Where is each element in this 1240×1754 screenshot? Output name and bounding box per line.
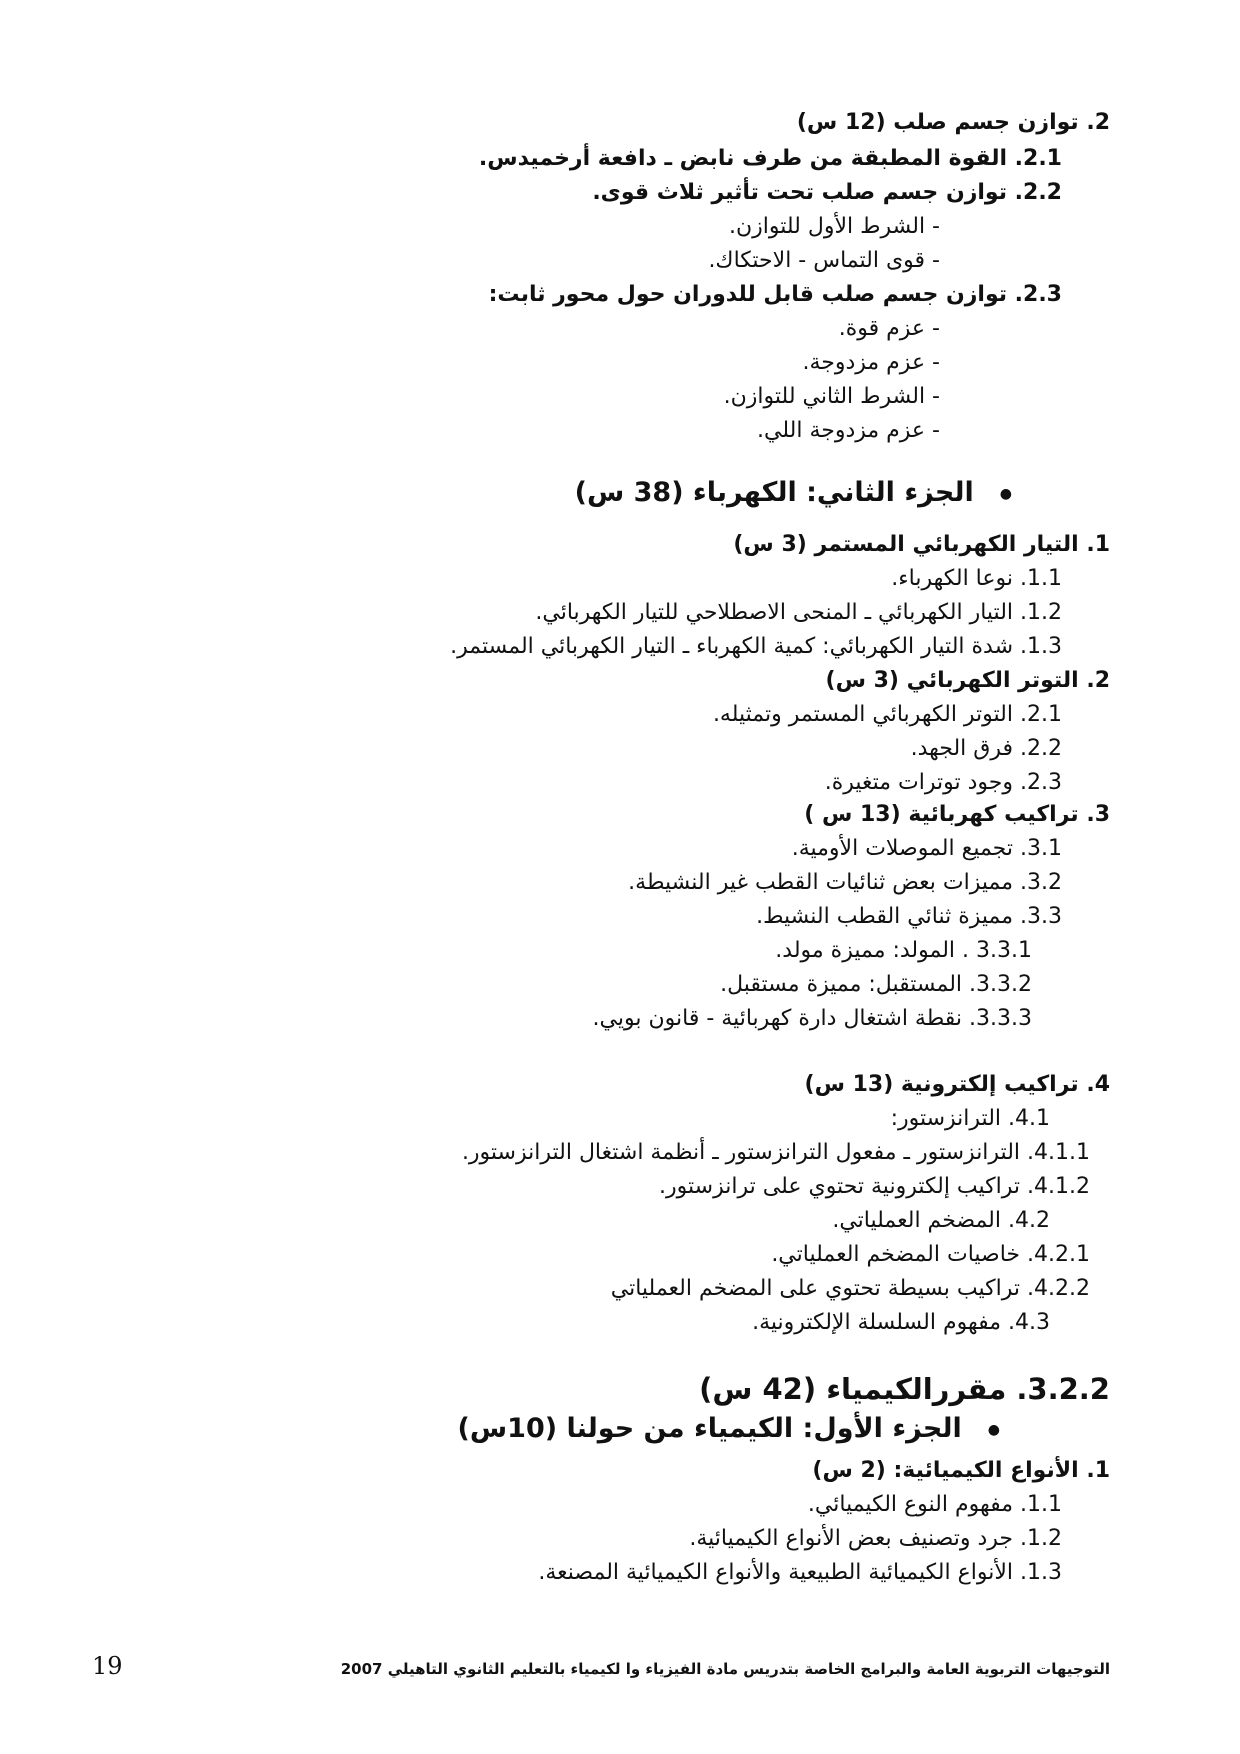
topic-item: - عزم مزدوجة. [802,350,940,375]
topic-item: 3.1. تجميع الموصلات الأومية. [791,836,1062,861]
topic-heading: 3. تراكيب كهربائية (13 س ) [804,802,1110,827]
course-heading: 3.2.2. مقررالكيمياء (42 س) [699,1372,1110,1406]
topic-item: - عزم مزدوجة اللي. [757,418,940,443]
topic-item: 4.1.1. الترانزستور ـ مفعول الترانزستور ـ أنظمة اشتغال الترانزستور. [461,1140,1090,1165]
topic-heading: 4. تراكيب إلكترونية (13 س) [804,1072,1110,1097]
topic-item: 1.2. جرد وتصنيف بعض الأنواع الكيميائية. [689,1526,1062,1551]
topic-item: 3.3.1 . المولد: مميزة مولد. [775,938,1032,963]
topic-item: - الشرط الثاني للتوازن. [723,384,940,409]
topic-item: 1.3. شدة التيار الكهربائي: كمية الكهرباء ـ التيار الكهربائي المستمر. [450,634,1062,659]
page-number: 19 [92,1652,123,1680]
topic-item: - قوى التماس - الاحتكاك. [708,248,940,273]
topic-heading: 2.1. القوة المطبقة من طرف نابض ـ دافعة أرخميدس. [478,146,1062,171]
topic-item: 2.2. فرق الجهد. [910,736,1062,761]
topic-item: 3.3.2. المستقبل: مميزة مستقبل. [720,972,1032,997]
topic-item: 4.1. الترانزستور: [890,1106,1050,1131]
topic-item: 1.1. مفهوم النوع الكيميائي. [807,1492,1062,1517]
topic-item: 4.2.2. تراكيب بسيطة تحتوي على المضخم العملياتي [610,1276,1090,1301]
topic-heading: 2. توازن جسم صلب (12 س) [796,110,1110,135]
topic-item: - الشرط الأول للتوازن. [729,214,940,239]
topic-item: 3.3.3. نقطة اشتغال دارة كهربائية - قانون بويي. [592,1006,1032,1031]
topic-heading: 1. الأنواع الكيميائية: (2 س) [812,1458,1110,1483]
topic-item: 3.3. مميزة ثنائي القطب النشيط. [756,904,1062,929]
topic-item: 4.2. المضخم العملياتي. [832,1208,1050,1233]
footer-text: التوجيهات التربوية العامة والبرامج الخاصة بتدريس مادة الفيزياء وا لكيمياء بالتعليم الثانوي التاهيلي 2007 [340,1660,1110,1678]
topic-heading: 1. التيار الكهربائي المستمر (3 س) [733,532,1110,557]
topic-item: 4.3. مفهوم السلسلة الإلكترونية. [752,1310,1050,1335]
topic-item: 4.1.2. تراكيب إلكترونية تحتوي على ترانزستور. [659,1174,1090,1199]
topic-item: 2.1. التوتر الكهربائي المستمر وتمثيله. [712,702,1062,727]
topic-heading: 2.2. توازن جسم صلب تحت تأثير ثلاث قوى. [592,180,1062,205]
topic-heading: 2.3. توازن جسم صلب قابل للدوران حول محور ثابت: [488,282,1062,307]
topic-item: 2.3. وجود توترات متغيرة. [824,770,1062,795]
topic-item: - عزم قوة. [838,316,940,341]
section-heading: ● الجزء الأول: الكيمياء من حولنا (10س) [458,1414,1000,1445]
topic-item: 3.2. مميزات بعض ثنائيات القطب غير النشيطة. [628,870,1062,895]
section-heading: ● الجزء الثاني: الكهرباء (38 س) [575,478,1012,509]
topic-heading: 2. التوتر الكهربائي (3 س) [825,668,1110,693]
topic-item: 1.2. التيار الكهربائي ـ المنحى الاصطلاحي للتيار الكهربائي. [535,600,1062,625]
topic-item: 1.3. الأنواع الكيميائية الطبيعية والأنواع الكيميائية المصنعة. [538,1560,1062,1585]
topic-item: 4.2.1. خاصيات المضخم العملياتي. [771,1242,1090,1267]
topic-item: 1.1. نوعا الكهرباء. [891,566,1062,591]
